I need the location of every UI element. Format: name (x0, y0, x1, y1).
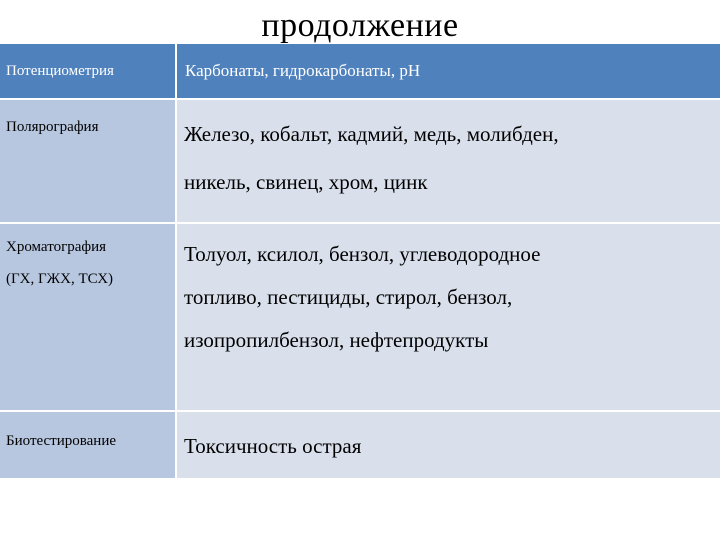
analytes-cell (177, 100, 720, 222)
analytes-cell (177, 224, 720, 410)
header-analytes-cell: Карбонаты, гидрокарбонаты, рН (185, 61, 421, 80)
header-method-cell: Потенциометрия (0, 44, 177, 98)
analytes-line: никель, свинец, хром, цинк (184, 170, 428, 194)
method-label: Хроматография (6, 239, 107, 255)
page-title: продолжение (261, 7, 459, 44)
analytes-line: топливо, пестициды, стирол, бензол, (184, 285, 513, 309)
method-label: Полярография (6, 119, 99, 135)
method-label: (ГХ, ГЖХ, ТСХ) (6, 271, 114, 287)
analytes-cell (177, 412, 720, 478)
table-row (0, 98, 720, 222)
method-cell (0, 412, 177, 478)
method-cell (0, 224, 177, 410)
table-row (0, 222, 720, 410)
analytes-line: Толуол, ксилол, бензол, углеводородное (184, 242, 541, 266)
methods-table (0, 44, 720, 478)
analytes-line: изопропилбензол, нефтепродукты (184, 328, 489, 352)
analytes-line: Железо, кобальт, кадмий, медь, молибден, (184, 122, 559, 146)
table-row (0, 410, 720, 478)
method-cell (0, 100, 177, 222)
analytes-line: Токсичность острая (184, 434, 362, 458)
method-label: Биотестирование (6, 433, 117, 449)
table-header-row (0, 44, 720, 98)
